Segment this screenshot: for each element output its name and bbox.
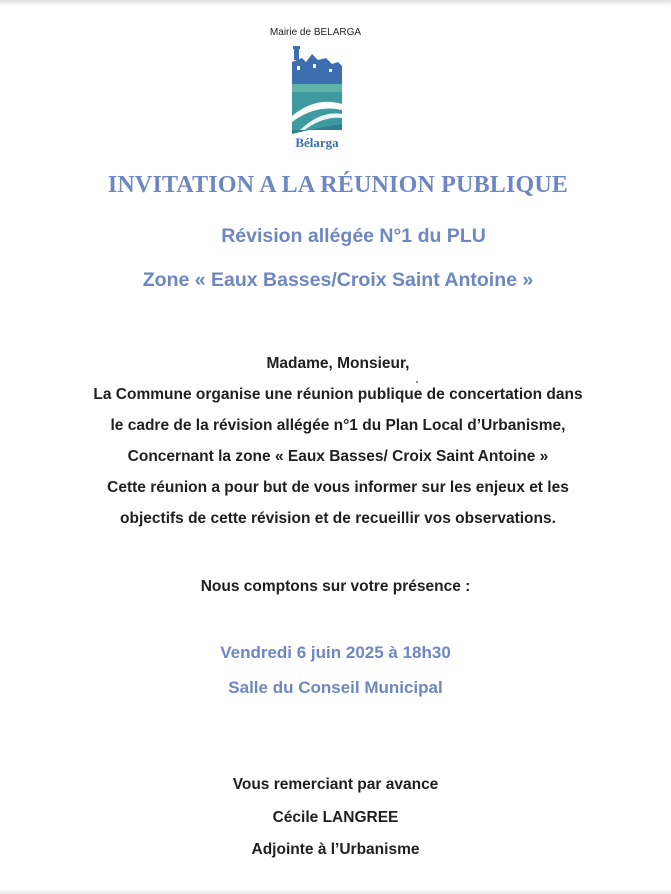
body-line: La Commune organise une réunion publique de concertation dans xyxy=(93,386,583,403)
belarga-logo xyxy=(286,44,348,150)
body-line: Concernant la zone « Eaux Basses/ Croix Saint Antoine » xyxy=(127,448,549,465)
subtitle-zone: Zone « Eaux Basses/Croix Saint Antoine » xyxy=(142,269,534,291)
body-paragraph xyxy=(0,348,671,534)
scan-edge-top xyxy=(0,0,671,6)
logo-text: Bélarga xyxy=(295,135,339,150)
scan-edge-bottom xyxy=(0,889,671,894)
village-silhouette-icon xyxy=(292,46,342,84)
main-title: INVITATION A LA RÉUNION PUBLIQUE xyxy=(107,172,569,198)
body-line: Cette réunion a pour but de vous informer sur les enjeux et les xyxy=(107,479,569,496)
presence-line: Nous comptons sur votre présence : xyxy=(200,578,471,595)
signature-name: Cécile LANGREE xyxy=(272,809,399,826)
subtitle-revision: Révision allégée N°1 du PLU xyxy=(221,225,486,247)
body-line: Madame, Monsieur, xyxy=(266,355,410,372)
scan-speck xyxy=(416,381,418,383)
mairie-label: Mairie de BELARGA xyxy=(269,27,362,38)
water-wave-icon xyxy=(292,84,342,134)
event-date: Vendredi 6 juin 2025 à 18h30 xyxy=(220,643,451,662)
body-line: objectifs de cette révision et de recueillir vos observations. xyxy=(120,510,556,527)
signature-thanks: Vous remerciant par avance xyxy=(232,776,439,793)
body-line: le cadre de la révision allégée n°1 du Plan Local d’Urbanisme, xyxy=(110,417,566,434)
event-place: Salle du Conseil Municipal xyxy=(228,678,443,697)
signature-role: Adjointe à l’Urbanisme xyxy=(251,841,420,858)
